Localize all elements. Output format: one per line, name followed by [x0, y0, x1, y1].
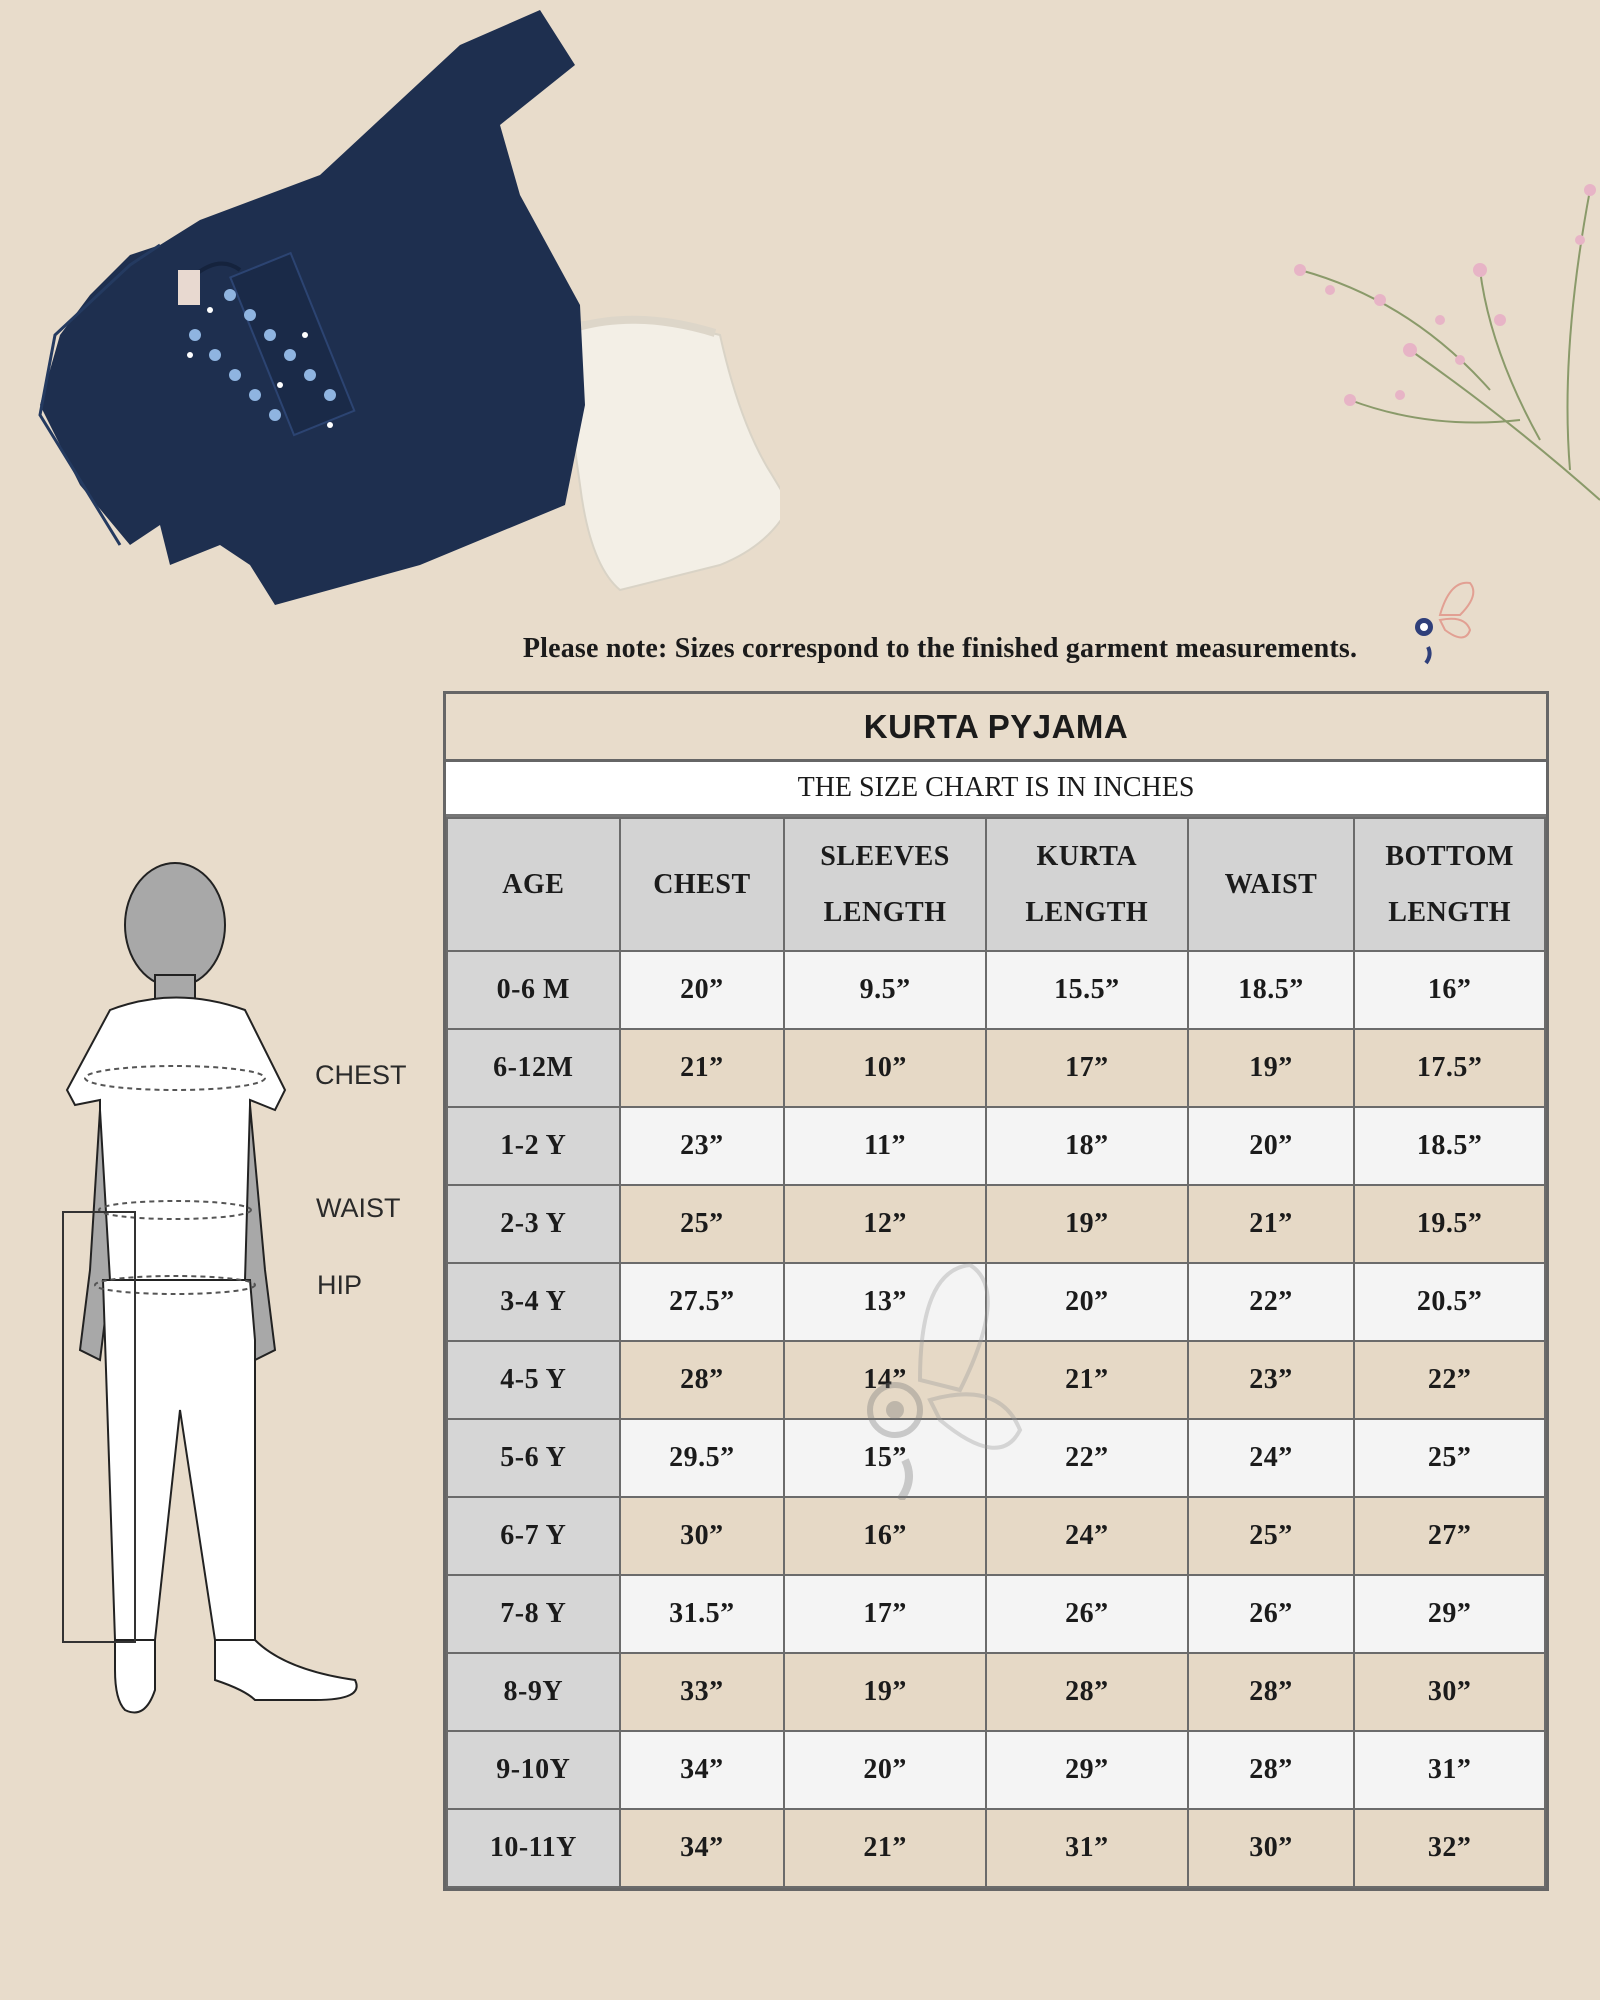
table-row — [447, 1029, 1545, 1107]
table-row — [447, 1809, 1545, 1887]
measurement-cell-waist: 24” — [1188, 1419, 1355, 1497]
column-header-waist — [1188, 818, 1355, 951]
table-row — [447, 1263, 1545, 1341]
age-cell: 6-7 Y — [447, 1497, 620, 1575]
table-row — [447, 1341, 1545, 1419]
chest-label: CHEST — [315, 1060, 407, 1090]
measurement-cell-chest: 31.5” — [620, 1575, 785, 1653]
measurement-cell-chest: 28” — [620, 1341, 785, 1419]
column-header-bottom-length — [1354, 818, 1545, 951]
measurement-cell-sleeves-length: 16” — [784, 1497, 986, 1575]
measurement-cell-kurta-length: 17” — [986, 1029, 1188, 1107]
sizing-note: Please note: Sizes correspond to the finished garment measurements. — [522, 633, 1358, 664]
table-row — [447, 1653, 1545, 1731]
table-row — [447, 1575, 1545, 1653]
table-header-row — [447, 818, 1545, 951]
measurement-cell-sleeves-length: 21” — [784, 1809, 986, 1887]
measurement-cell-waist: 25” — [1188, 1497, 1355, 1575]
measurement-cell-waist: 28” — [1188, 1731, 1355, 1809]
measurement-cell-chest: 25” — [620, 1185, 785, 1263]
measurement-cell-bottom-length: 20.5” — [1354, 1263, 1545, 1341]
age-cell: 8-9Y — [447, 1653, 620, 1731]
measurement-cell-chest: 20” — [620, 951, 785, 1029]
measurement-cell-bottom-length: 30” — [1354, 1653, 1545, 1731]
table-row — [447, 1185, 1545, 1263]
measurement-cell-waist: 26” — [1188, 1575, 1355, 1653]
measurement-cell-chest: 21” — [620, 1029, 785, 1107]
measurement-cell-waist: 28” — [1188, 1653, 1355, 1731]
measurement-cell-sleeves-length: 14” — [784, 1341, 986, 1419]
size-table — [446, 817, 1546, 1888]
column-header-text: LENGTH — [1388, 896, 1512, 928]
measurement-cell-sleeves-length: 17” — [784, 1575, 986, 1653]
measurement-cell-waist: 23” — [1188, 1341, 1355, 1419]
age-cell: 7-8 Y — [447, 1575, 620, 1653]
measurement-cell-sleeves-length: 11” — [784, 1107, 986, 1185]
measurement-cell-kurta-length: 18” — [986, 1107, 1188, 1185]
measurement-cell-chest: 29.5” — [620, 1419, 785, 1497]
measurement-cell-kurta-length: 26” — [986, 1575, 1188, 1653]
column-header-text: LENGTH — [1025, 896, 1149, 928]
measurement-cell-sleeves-length: 12” — [784, 1185, 986, 1263]
measurement-cell-bottom-length: 16” — [1354, 951, 1545, 1029]
measurement-cell-chest: 33” — [620, 1653, 785, 1731]
pyjama-illustration — [565, 319, 780, 590]
table-row — [447, 1731, 1545, 1809]
measurement-cell-kurta-length: 28” — [986, 1653, 1188, 1731]
measurement-cell-sleeves-length: 13” — [784, 1263, 986, 1341]
kurta-pyjama-product-image — [20, 5, 780, 705]
measurement-cell-bottom-length: 19.5” — [1354, 1185, 1545, 1263]
measurement-cell-kurta-length: 31” — [986, 1809, 1188, 1887]
hip-label: HIP — [317, 1270, 363, 1300]
age-cell: 6-12M — [447, 1029, 620, 1107]
table-body — [447, 951, 1545, 1887]
chart-subtitle: THE SIZE CHART IS IN INCHES — [446, 762, 1546, 817]
column-header-text: AGE — [502, 868, 565, 900]
measurement-cell-kurta-length: 24” — [986, 1497, 1188, 1575]
waist-label: WAIST — [316, 1193, 401, 1223]
column-header-sleeves-length — [784, 818, 986, 951]
measurement-cell-kurta-length: 21” — [986, 1341, 1188, 1419]
age-cell: 10-11Y — [447, 1809, 620, 1887]
measurement-cell-bottom-length: 31” — [1354, 1731, 1545, 1809]
column-header-kurta-length — [986, 818, 1188, 951]
measurement-cell-bottom-length: 18.5” — [1354, 1107, 1545, 1185]
column-header-age — [447, 818, 620, 951]
age-cell: 3-4 Y — [447, 1263, 620, 1341]
measurement-cell-chest: 30” — [620, 1497, 785, 1575]
measurement-cell-kurta-length: 29” — [986, 1731, 1188, 1809]
measurement-cell-bottom-length: 25” — [1354, 1419, 1545, 1497]
age-cell: 9-10Y — [447, 1731, 620, 1809]
measurement-cell-waist: 30” — [1188, 1809, 1355, 1887]
table-row — [447, 951, 1545, 1029]
measurement-cell-sleeves-length: 9.5” — [784, 951, 986, 1029]
flower-branch-decoration — [1290, 150, 1600, 520]
column-header-text: CHEST — [653, 868, 751, 900]
measurement-cell-chest: 27.5” — [620, 1263, 785, 1341]
measurement-cell-kurta-length: 19” — [986, 1185, 1188, 1263]
column-header-text: KURTA — [1036, 840, 1138, 872]
age-cell: 0-6 M — [447, 951, 620, 1029]
column-header-text: SLEEVES — [820, 840, 950, 872]
measurement-cell-bottom-length: 32” — [1354, 1809, 1545, 1887]
measurement-cell-waist: 18.5” — [1188, 951, 1355, 1029]
measurement-cell-bottom-length: 22” — [1354, 1341, 1545, 1419]
column-header-text: LENGTH — [823, 896, 947, 928]
measurement-cell-chest: 34” — [620, 1731, 785, 1809]
measurement-cell-waist: 21” — [1188, 1185, 1355, 1263]
column-header-text: WAIST — [1224, 868, 1318, 900]
measurement-cell-bottom-length: 17.5” — [1354, 1029, 1545, 1107]
table-row — [447, 1107, 1545, 1185]
measurement-cell-waist: 22” — [1188, 1263, 1355, 1341]
chart-title: KURTA PYJAMA — [446, 694, 1546, 762]
measurement-cell-sleeves-length: 20” — [784, 1731, 986, 1809]
measurement-cell-kurta-length: 20” — [986, 1263, 1188, 1341]
measurement-cell-waist: 20” — [1188, 1107, 1355, 1185]
boy-measurement-figure — [55, 850, 435, 1730]
measurement-cell-sleeves-length: 10” — [784, 1029, 986, 1107]
column-header-chest — [620, 818, 785, 951]
table-row — [447, 1419, 1545, 1497]
measurement-cell-chest: 23” — [620, 1107, 785, 1185]
measurement-cell-kurta-length: 22” — [986, 1419, 1188, 1497]
column-header-text: BOTTOM — [1385, 840, 1514, 872]
size-chart — [443, 691, 1549, 1891]
measurement-cell-sleeves-length: 15” — [784, 1419, 986, 1497]
measurement-cell-waist: 19” — [1188, 1029, 1355, 1107]
age-cell: 1-2 Y — [447, 1107, 620, 1185]
measurement-cell-bottom-length: 29” — [1354, 1575, 1545, 1653]
age-cell: 4-5 Y — [447, 1341, 620, 1419]
age-cell: 2-3 Y — [447, 1185, 620, 1263]
measurement-cell-chest: 34” — [620, 1809, 785, 1887]
measurement-cell-kurta-length: 15.5” — [986, 951, 1188, 1029]
age-cell: 5-6 Y — [447, 1419, 620, 1497]
measurement-cell-bottom-length: 27” — [1354, 1497, 1545, 1575]
kurta-illustration — [40, 10, 585, 605]
measurement-cell-sleeves-length: 19” — [784, 1653, 986, 1731]
table-row — [447, 1497, 1545, 1575]
